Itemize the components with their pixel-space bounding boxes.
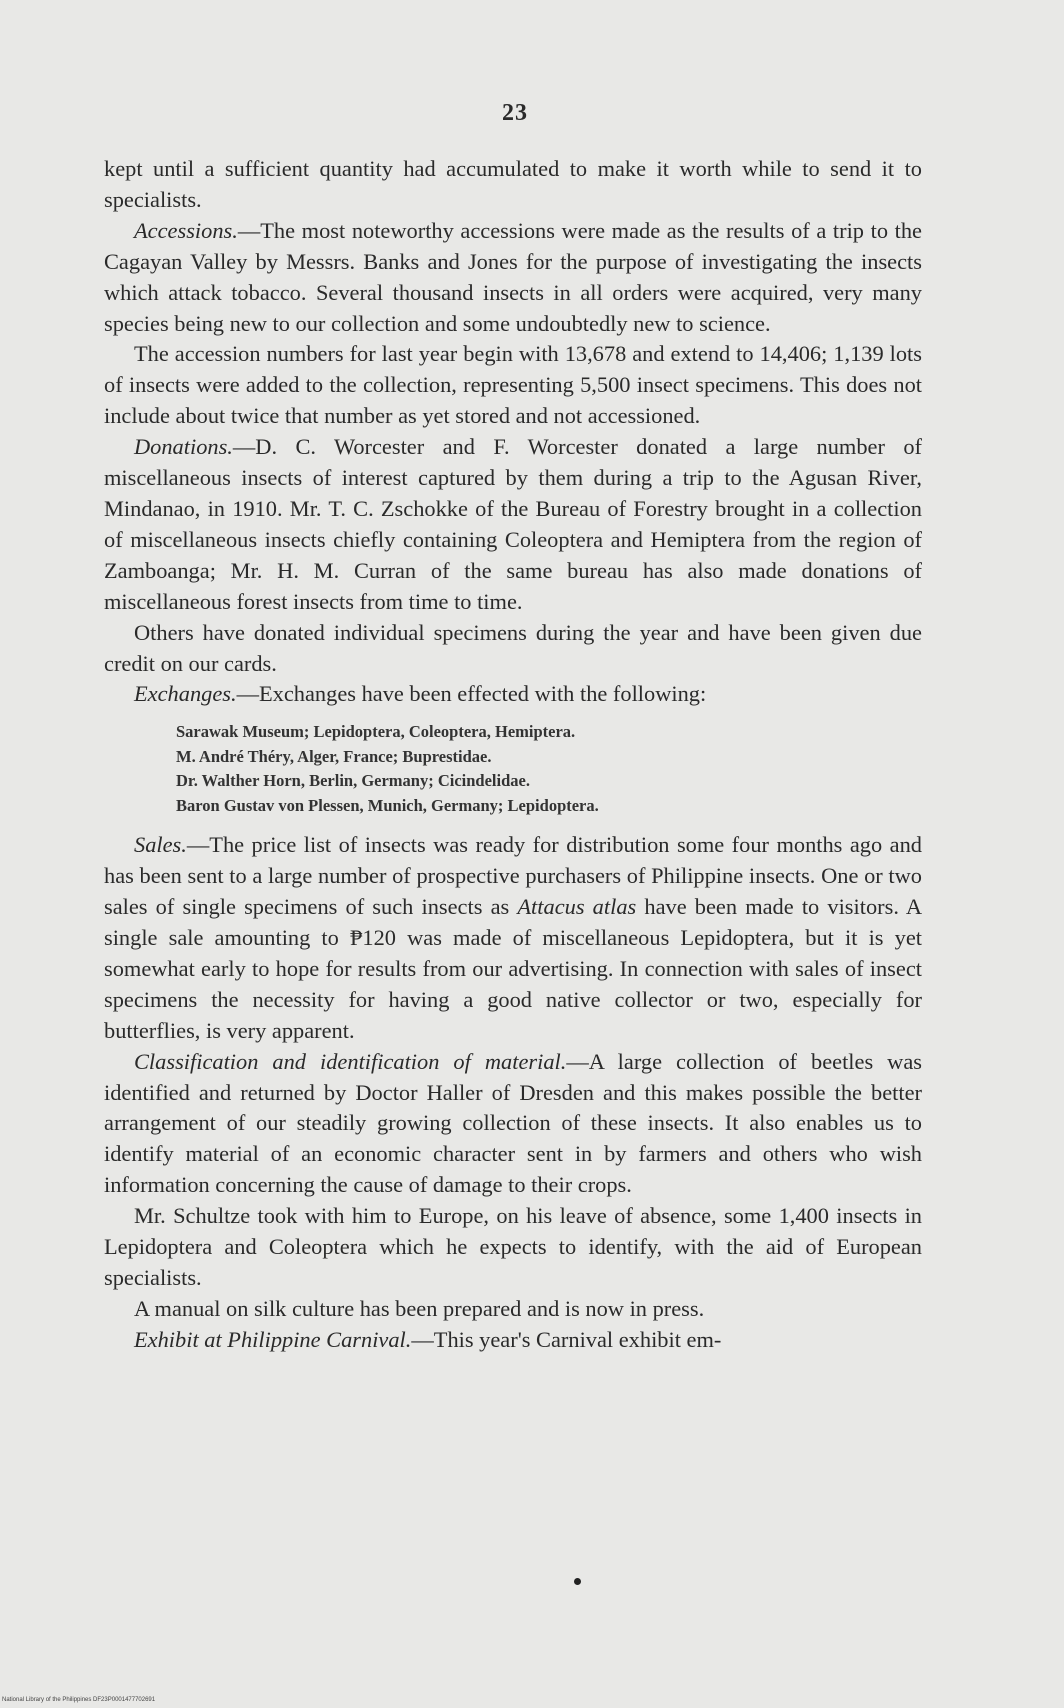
- paragraph-heading: Exchanges.: [134, 681, 237, 707]
- paragraph-heading: Sales.: [134, 832, 187, 858]
- paragraph-text: —The most noteworthy accessions were made as the results of a trip to the Cagayan Valley by Messrs. Banks and Jones for the purpose of investigating the insects which attack tobacco. Several thousand insects in all orders were acquired, very many species being new to our collection and some undoubtedly new to science.: [104, 217, 922, 336]
- paragraph-text: —D. C. Worcester and F. Worcester donated a large number of miscellaneous insects of interest captured by them during a trip to the Agusan River, Mindanao, in 1910. Mr. T. C. Zschokke of the Bureau of Forestry brought in a collection of miscellaneous insects chiefly containing Coleoptera and Hemiptera from the region of Zamboanga; Mr. H. M. Curran of the same bureau has also made donations of miscellaneous forest insects from time to time.: [104, 434, 922, 614]
- paragraph-heading: Accessions.: [134, 217, 238, 243]
- paragraph-text: —This year's Carnival exhibit em-: [411, 1326, 722, 1352]
- exchange-item: M. André Théry, Alger, France; Buprestidae.: [176, 746, 492, 766]
- paragraph-text: Others have donated individual specimens during the year and have been given due credit on our cards.: [104, 619, 922, 676]
- paragraph-heading: Donations.: [134, 434, 233, 460]
- paragraph-text: —The price list of insects was ready for distribution some four months ago and has been sent to a large number of prospective purchasers of Philippine insects. One or two sales of single specimens of such insects as Attacus atlas have been made to visitors. A single sale amounting to ₱120 was made of miscellaneous Lepidoptera, but it is yet somewhat early to hope for results from our advertising. In connection with sales of insect specimens the necessity for having a good native collector or two, especially for butterflies, is very apparent.: [104, 832, 923, 1043]
- printer-mark-dot: [574, 1578, 581, 1585]
- body-text: [104, 154, 922, 1356]
- paragraph: [104, 618, 922, 680]
- paragraph: [104, 1047, 922, 1202]
- exchange-item: Sarawak Museum; Lepidoptera, Coleoptera, Hemiptera.: [176, 722, 576, 742]
- exchange-item: Baron Gustav von Plessen, Munich, Germany; Lepidoptera.: [176, 795, 599, 815]
- paragraph-text: kept until a sufficient quantity had accumulated to make it worth while to send it to specialists.: [104, 156, 922, 212]
- paragraph-text: —A large collection of beetles was identified and returned by Doctor Haller of Dresden and this makes possible the better arrangement of our steadily growing collection of these insects. It also enables us to identify material of an economic character sent in by farmers and others who wish information concerning the cause of damage to their crops.: [104, 1048, 923, 1198]
- paragraph: [104, 154, 922, 216]
- paragraph: [104, 679, 922, 710]
- paragraph-text: Mr. Schultze took with him to Europe, on his leave of absence, some 1,400 insects in Lepidoptera and Coleoptera which he expects to identify, with the aid of European specialists.: [104, 1203, 922, 1290]
- paragraph: [104, 1294, 922, 1325]
- paragraph-text: A manual on silk culture has been prepared and is now in press.: [134, 1295, 705, 1321]
- paragraph: [104, 830, 922, 1046]
- paragraph-text: —Exchanges have been effected with the following:: [236, 681, 707, 707]
- paragraph: [104, 432, 922, 617]
- paragraph: [104, 1325, 922, 1356]
- exchange-item: Dr. Walther Horn, Berlin, Germany; Cicindelidae.: [176, 771, 530, 791]
- paragraph-heading: Exhibit at Philippine Carnival.: [134, 1326, 412, 1352]
- species-name: Attacus atlas: [517, 894, 637, 920]
- scan-footer: National Library of the Philippines DF23P0001477702691: [2, 1697, 156, 1703]
- paragraph-heading: Classification and identification of material.: [134, 1048, 567, 1074]
- paragraph: [104, 339, 922, 432]
- paragraph: [104, 1201, 922, 1294]
- paragraph: [104, 216, 922, 340]
- paragraph-text: The accession numbers for last year begin with 13,678 and extend to 14,406; 1,139 lots of insects were added to the collection, representing 5,500 insect specimens. This does not include about twice that number as yet stored and not accessioned.: [104, 341, 922, 429]
- exchange-list: [176, 720, 922, 818]
- page-number: 23: [502, 100, 528, 126]
